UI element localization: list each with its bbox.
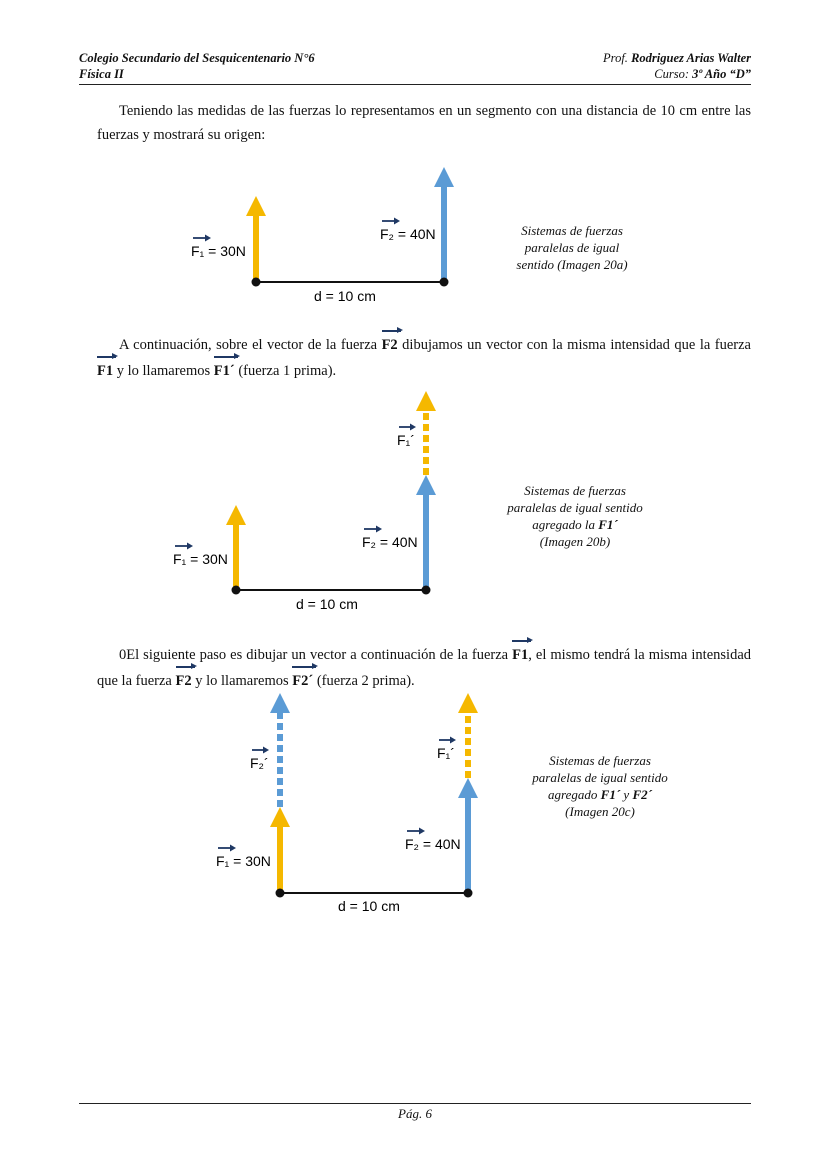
fig-c-end-dot: [464, 889, 473, 898]
paragraph-2-vector-f2: F2: [382, 331, 398, 357]
caption-20c-conjunction: y: [620, 787, 633, 802]
paragraph-2-text-2: dibujamos un vector con la misma intensidad que la fuerza: [397, 337, 751, 353]
caption-20a-line-3: sentido (Imagen 20a): [516, 257, 628, 272]
fig-c-distance-label: d = 10 cm: [338, 898, 400, 914]
page-number: Pág. 6: [398, 1106, 432, 1121]
fig-a-f2-label: F₂ = 40N: [380, 226, 436, 242]
fig-c-f1-prime-vector-arrow-icon: [439, 737, 456, 744]
paragraph-3-vector-f2-prime: F2´: [292, 667, 313, 693]
caption-20c: [515, 752, 685, 820]
school-name: Colegio Secundario del Sesquicentenario N°6: [79, 51, 315, 65]
fig-b-f2-label: F₂ = 40N: [362, 534, 418, 550]
fig-c-f2-vector-arrow-icon: [407, 828, 425, 835]
professor-name: Rodriguez Arias Walter: [631, 51, 751, 65]
fig-a-f1-label: F₁ = 30N: [191, 243, 246, 259]
professor-prefix: Prof.: [603, 51, 628, 65]
caption-20b-vector: F1´: [598, 517, 618, 532]
paragraph-2-vector-f1: F1: [97, 357, 113, 383]
course-value: 3º Año “D”: [692, 67, 751, 81]
fig-c-f1-prime-dashed-arrow: [458, 693, 478, 778]
paragraph-2-text-1: A continuación, sobre el vector de la fuerza: [119, 337, 382, 353]
paragraph-3-text-2: , el mismo tendrá la misma intensidad que la fuerza: [97, 647, 751, 689]
fig-a-distance-label: d = 10 cm: [314, 288, 376, 304]
fig-c-f1-arrow: [270, 807, 290, 893]
caption-20b-line-2: paralelas de igual sentido: [507, 500, 643, 515]
fig-c-f2-arrow: [458, 778, 478, 893]
fig-b-f1-prime-label: F₁´: [397, 432, 415, 448]
paragraph-1-text: Teniendo las medidas de las fuerzas lo representamos en un segmento con una distancia de 10 cm entre las fuerzas y mostrará su origen:: [97, 103, 751, 143]
subject-name: Física II: [79, 67, 124, 81]
fig-c-f1-vector-arrow-icon: [218, 845, 236, 852]
caption-20c-line-1: Sistemas de fuerzas: [549, 753, 651, 768]
caption-20c-line-4: (Imagen 20c): [565, 804, 635, 819]
caption-20c-line-3: [515, 786, 685, 803]
caption-20a-line-1: Sistemas de fuerzas: [521, 223, 623, 238]
caption-20c-line-2: paralelas de igual sentido: [532, 770, 668, 785]
paragraph-3-text-1: 0El siguiente paso es dibujar un vector a continuación de la fuerza: [119, 647, 513, 663]
fig-b-distance-label: d = 10 cm: [296, 596, 358, 612]
fig-c-f2-prime-dashed-arrow: [270, 693, 290, 807]
fig-c-f1-label: F₁ = 30N: [216, 853, 271, 869]
caption-20b-line-1: Sistemas de fuerzas: [524, 483, 626, 498]
paragraph-2-vector-f1-prime: F1´: [214, 357, 235, 383]
caption-20c-line-3-text: agregado: [548, 787, 601, 802]
caption-20c-vector-1: F1´: [600, 787, 621, 802]
paragraph-2-text-3: y lo llamaremos: [113, 363, 214, 379]
caption-20c-vector-2: F2´: [632, 787, 652, 802]
paragraph-3-vector-f2: F2: [176, 667, 192, 693]
fig-b-f1-label: F₁ = 30N: [173, 551, 228, 567]
fig-c-origin-dot: [276, 889, 285, 898]
paragraph-3-vector-f1: F1: [512, 641, 528, 667]
caption-20b-line-3-text: agregado la: [532, 517, 599, 532]
fig-c-f2-label: F₂ = 40N: [405, 836, 461, 852]
caption-20a-line-2: paralelas de igual: [524, 240, 620, 255]
caption-20b-line-4: (Imagen 20b): [539, 534, 611, 549]
paragraph-3-text-3: y lo llamaremos: [191, 673, 293, 689]
fig-c-f1-prime-label: F₁´: [437, 745, 455, 761]
fig-c-f2-prime-vector-arrow-icon: [252, 747, 269, 754]
fig-c-f2-prime-label: F₂´: [250, 755, 269, 771]
paragraph-2-text-4: (fuerza 1 prima).: [234, 363, 337, 379]
footer-rule: [79, 1103, 751, 1104]
course-prefix: Curso:: [654, 67, 690, 81]
paragraph-3-text-4: (fuerza 2 prima).: [313, 673, 415, 689]
